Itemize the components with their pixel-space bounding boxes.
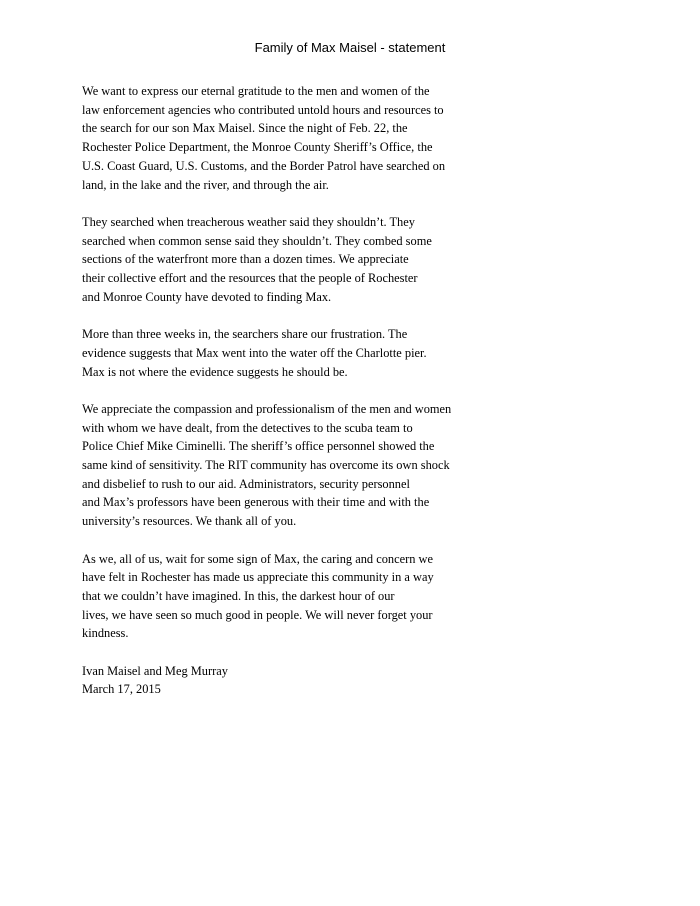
text-line: law enforcement agencies who contributed untold hours and resources to xyxy=(82,102,444,117)
text-line: that we couldn’t have imagined. In this, the darkest hour of our xyxy=(82,588,395,603)
text-line: searched when common sense said they shouldn’t. They combed some xyxy=(82,233,432,248)
text-line: kindness. xyxy=(82,626,129,641)
text-line: More than three weeks in, the searchers share our frustration. The xyxy=(82,327,408,342)
signoff-names: Ivan Maisel and Meg Murray xyxy=(82,663,228,678)
paragraph-gratitude xyxy=(82,82,562,194)
text-line: They searched when treacherous weather said they shouldn’t. They xyxy=(82,214,415,229)
paragraph-compassion xyxy=(82,400,562,531)
text-line: We appreciate the compassion and professionalism of the men and women xyxy=(82,401,452,416)
text-line: their collective effort and the resources that the people of Rochester xyxy=(82,271,418,286)
statement-body xyxy=(82,82,562,718)
text-line: and Monroe County have devoted to finding Max. xyxy=(82,289,332,304)
text-line: same kind of sensitivity. The RIT community has overcome its own shock xyxy=(82,458,450,473)
document-title: Family of Max Maisel - statement xyxy=(254,40,446,55)
text-line: Max is not where the evidence suggests he should be. xyxy=(82,364,348,379)
text-line: Rochester Police Department, the Monroe County Sheriff’s Office, the xyxy=(82,140,433,155)
text-line: lives, we have seen so much good in people. We will never forget your xyxy=(82,607,433,622)
paragraph-community xyxy=(82,550,562,644)
text-line: have felt in Rochester has made us appreciate this community in a way xyxy=(82,570,434,585)
text-line: sections of the waterfront more than a dozen times. We appreciate xyxy=(82,252,409,267)
text-line: We want to express our eternal gratitude to the men and women of the xyxy=(82,84,430,98)
text-line: Police Chief Mike Ciminelli. The sheriff’s office personnel showed the xyxy=(82,439,435,454)
text-line: university’s resources. We thank all of you. xyxy=(82,514,297,529)
text-line: U.S. Coast Guard, U.S. Customs, and the Border Patrol have searched on xyxy=(82,158,446,173)
text-line: and disbelief to rush to our aid. Administrators, security personnel xyxy=(82,476,410,491)
text-line: and Max’s professors have been generous with their time and with the xyxy=(82,495,430,510)
text-line: with whom we have dealt, from the detectives to the scuba team to xyxy=(82,420,413,435)
text-line: land, in the lake and the river, and through the air. xyxy=(82,177,329,192)
text-line: the search for our son Max Maisel. Since the night of Feb. 22, the xyxy=(82,121,408,136)
text-line: evidence suggests that Max went into the water off the Charlotte pier. xyxy=(82,345,427,360)
text-line: As we, all of us, wait for some sign of Max, the caring and concern we xyxy=(82,551,433,566)
paragraph-search-effort xyxy=(82,213,562,307)
signoff-date: March 17, 2015 xyxy=(82,682,161,697)
paragraph-frustration xyxy=(82,325,562,381)
signoff xyxy=(82,662,562,699)
